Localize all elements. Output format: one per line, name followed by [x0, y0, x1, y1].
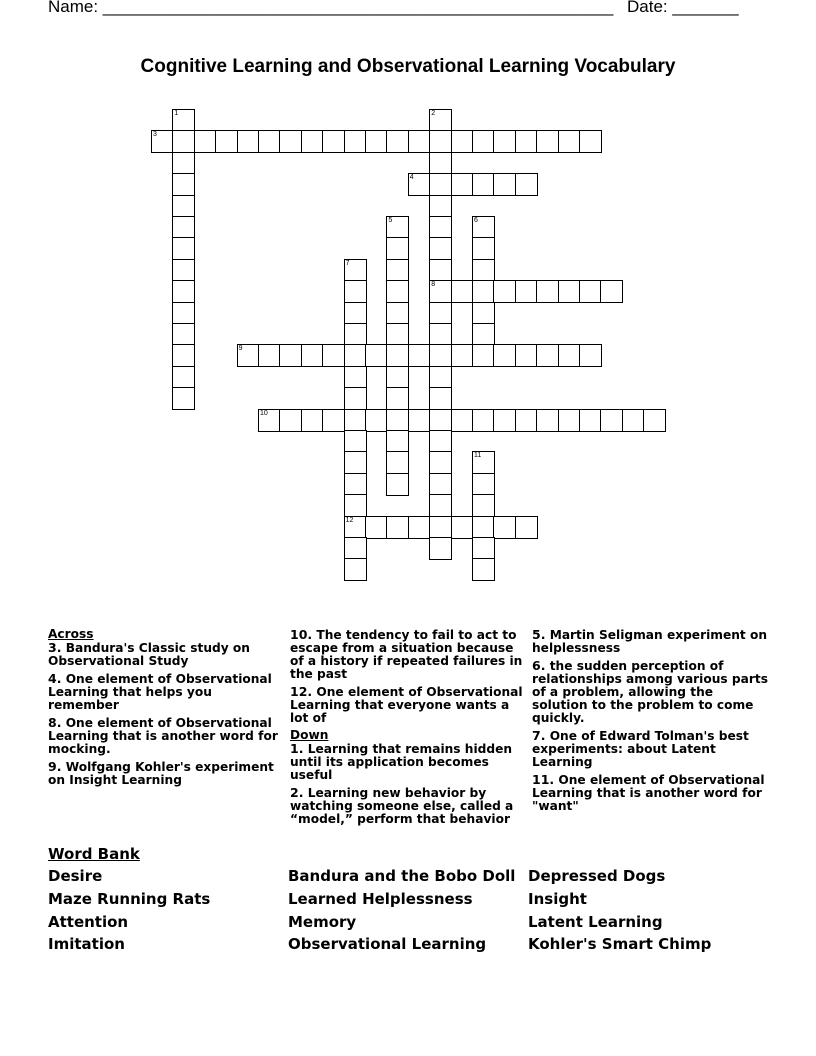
- grid-cell[interactable]: [386, 430, 409, 453]
- grid-cell[interactable]: [429, 409, 452, 432]
- grid-cell[interactable]: [493, 344, 516, 367]
- grid-cell[interactable]: [451, 344, 474, 367]
- grid-cell[interactable]: [344, 344, 367, 367]
- grid-cell[interactable]: [301, 130, 324, 153]
- grid-cell[interactable]: [279, 409, 302, 432]
- grid-cell[interactable]: [258, 409, 281, 432]
- grid-cell[interactable]: [451, 409, 474, 432]
- grid-cell[interactable]: [472, 173, 495, 196]
- grid-cell[interactable]: [386, 387, 409, 410]
- clue-text: One element of Observational Learning that is another word for "want": [532, 773, 765, 813]
- grid-cell[interactable]: [429, 366, 452, 389]
- grid-cell[interactable]: [536, 409, 559, 432]
- word-bank-item: Depressed Dogs: [528, 867, 666, 885]
- grid-cell[interactable]: [429, 259, 452, 282]
- grid-cell[interactable]: [579, 409, 602, 432]
- grid-cell[interactable]: [408, 173, 431, 196]
- grid-cell[interactable]: [429, 216, 452, 239]
- clue-num: 7.: [532, 728, 546, 743]
- grid-cell[interactable]: [172, 344, 195, 367]
- grid-cell[interactable]: [172, 259, 195, 282]
- grid-cell[interactable]: [386, 323, 409, 346]
- clue-text: One element of Observational Learning that helps you remember: [48, 672, 272, 712]
- clue-num: 1.: [290, 741, 304, 756]
- grid-cell[interactable]: [429, 494, 452, 517]
- grid-cell[interactable]: [600, 409, 623, 432]
- grid-cell[interactable]: [579, 280, 602, 303]
- grid-cell[interactable]: [344, 537, 367, 560]
- grid-cell[interactable]: [172, 173, 195, 196]
- grid-cell[interactable]: [472, 302, 495, 325]
- grid-cell[interactable]: [172, 302, 195, 325]
- grid-cell[interactable]: [493, 516, 516, 539]
- grid-cell[interactable]: [258, 344, 281, 367]
- grid-cell[interactable]: [429, 302, 452, 325]
- clue: [532, 628, 768, 655]
- grid-cell[interactable]: [344, 451, 367, 474]
- grid-cell[interactable]: [429, 195, 452, 218]
- grid-cell[interactable]: [472, 259, 495, 282]
- grid-cell[interactable]: [408, 516, 431, 539]
- clues-column-3: [532, 628, 768, 817]
- clue-num: 11.: [532, 772, 555, 787]
- grid-cell[interactable]: [386, 237, 409, 260]
- clue-text: The tendency to fail to act to escape from a situation because of a history if repeated failures in the past: [290, 628, 523, 681]
- grid-cell[interactable]: [515, 409, 538, 432]
- grid-cell[interactable]: [344, 430, 367, 453]
- grid-cell[interactable]: [344, 280, 367, 303]
- grid-cell[interactable]: [579, 344, 602, 367]
- clue-number: 7: [345, 259, 350, 267]
- grid-cell[interactable]: [472, 323, 495, 346]
- grid-cell[interactable]: [172, 152, 195, 175]
- clue-num: 10.: [290, 627, 313, 642]
- grid-cell[interactable]: [429, 473, 452, 496]
- grid-cell[interactable]: [472, 130, 495, 153]
- name-line: Name: ______________________________________________________: [48, 0, 614, 16]
- clue-number: 9: [238, 345, 243, 353]
- clue-text: Learning that remains hidden until its application becomes useful: [290, 742, 513, 782]
- grid-cell[interactable]: [451, 130, 474, 153]
- grid-cell[interactable]: [279, 130, 302, 153]
- word-bank-item: Imitation: [48, 935, 125, 954]
- grid-cell[interactable]: [386, 516, 409, 539]
- clues-column-2: [290, 628, 526, 830]
- word-bank-title: Word Bank: [48, 845, 140, 863]
- grid-cell[interactable]: [558, 130, 581, 153]
- clue-number: 10: [260, 409, 268, 417]
- grid-cell[interactable]: [172, 237, 195, 260]
- grid-cell[interactable]: [344, 558, 367, 581]
- grid-cell[interactable]: [429, 280, 452, 303]
- clue-num: 12.: [290, 684, 313, 699]
- grid-cell[interactable]: [579, 130, 602, 153]
- grid-cell[interactable]: [386, 409, 409, 432]
- grid-cell[interactable]: [386, 451, 409, 474]
- grid-cell[interactable]: [172, 195, 195, 218]
- grid-cell[interactable]: [365, 130, 388, 153]
- clue: [48, 760, 280, 787]
- clue: [532, 773, 768, 813]
- clue-number: 2: [431, 110, 436, 117]
- clue-num: 6.: [532, 658, 546, 673]
- grid-cell[interactable]: [493, 409, 516, 432]
- grid-cell[interactable]: [301, 409, 324, 432]
- grid-cell[interactable]: [472, 451, 495, 474]
- grid-cell[interactable]: [408, 409, 431, 432]
- clue-number: 6: [474, 217, 478, 224]
- clue: [290, 628, 526, 681]
- grid-cell[interactable]: [515, 516, 538, 539]
- grid-cell[interactable]: [172, 387, 195, 410]
- grid-cell[interactable]: [536, 344, 559, 367]
- clue-text: One of Edward Tolman's best experiments: about Latent Learning: [532, 729, 749, 769]
- grid-cell[interactable]: [493, 173, 516, 196]
- word-bank-item: Insight: [528, 889, 587, 908]
- grid-cell[interactable]: [322, 130, 345, 153]
- clue: [48, 672, 280, 712]
- grid-cell[interactable]: [172, 216, 195, 239]
- word-bank-item: Bandura and the Bobo Doll: [288, 867, 516, 885]
- clue-text: Wolfgang Kohler's experiment on Insight Learning: [48, 760, 274, 787]
- grid-cell[interactable]: [558, 280, 581, 303]
- grid-cell[interactable]: [237, 130, 260, 153]
- grid-cell[interactable]: [408, 344, 431, 367]
- grid-cell[interactable]: [515, 280, 538, 303]
- grid-cell[interactable]: [322, 409, 345, 432]
- grid-cell[interactable]: [301, 344, 324, 367]
- grid-cell[interactable]: [386, 259, 409, 282]
- grid-cell[interactable]: [365, 344, 388, 367]
- grid-cell[interactable]: [344, 130, 367, 153]
- clue-number: 8: [431, 281, 436, 289]
- grid-cell[interactable]: [151, 130, 174, 153]
- clue-number: 11: [474, 452, 482, 460]
- grid-cell[interactable]: [386, 344, 409, 367]
- grid-cell[interactable]: [386, 473, 409, 496]
- grid-cell[interactable]: [515, 173, 538, 196]
- clue: [290, 742, 526, 782]
- grid-cell[interactable]: [429, 537, 452, 560]
- clue-number: 3: [153, 131, 157, 139]
- clue-number: 1: [174, 110, 179, 117]
- grid-cell[interactable]: [472, 280, 495, 303]
- grid-cell[interactable]: [472, 237, 495, 260]
- clue-num: 9.: [48, 759, 62, 774]
- grid-cell[interactable]: [451, 280, 474, 303]
- grid-cell[interactable]: [386, 366, 409, 389]
- grid-cell[interactable]: [472, 344, 495, 367]
- clue-text: Martin Seligman experiment on helplessness: [532, 628, 768, 655]
- grid-cell[interactable]: [451, 173, 474, 196]
- clue-num: 4.: [48, 671, 62, 686]
- grid-cell[interactable]: [451, 516, 474, 539]
- clue-num: 2.: [290, 785, 304, 800]
- grid-cell[interactable]: [558, 409, 581, 432]
- clue: [290, 786, 526, 826]
- clue-text: Bandura's Classic study on Observational Study: [48, 641, 250, 668]
- grid-cell[interactable]: [386, 130, 409, 153]
- grid-cell[interactable]: [344, 366, 367, 389]
- grid-cell[interactable]: [344, 409, 367, 432]
- grid-cell[interactable]: [472, 473, 495, 496]
- grid-cell[interactable]: [472, 516, 495, 539]
- grid-cell[interactable]: [408, 130, 431, 153]
- grid-cell[interactable]: [429, 323, 452, 346]
- grid-cell[interactable]: [172, 323, 195, 346]
- grid-cell[interactable]: [558, 344, 581, 367]
- clue-num: 8.: [48, 715, 62, 730]
- grid-cell[interactable]: [429, 173, 452, 196]
- word-bank-item: Attention: [48, 912, 129, 931]
- grid-cell[interactable]: [600, 280, 623, 303]
- clue-number: 4: [409, 174, 414, 182]
- grid-cell[interactable]: [429, 109, 452, 132]
- grid-cell[interactable]: [344, 473, 367, 496]
- grid-cell[interactable]: [344, 494, 367, 517]
- grid-cell[interactable]: [643, 409, 666, 432]
- clue: [532, 729, 768, 769]
- grid-cell[interactable]: [365, 516, 388, 539]
- grid-cell[interactable]: [515, 344, 538, 367]
- word-bank-item: Observational Learning: [288, 935, 487, 954]
- grid-cell[interactable]: [172, 280, 195, 303]
- grid-cell[interactable]: [172, 109, 195, 132]
- grid-cell[interactable]: [536, 280, 559, 303]
- word-bank-item: Kohler's Smart Chimp: [528, 935, 712, 954]
- down-heading: Down: [290, 728, 329, 742]
- grid-cell[interactable]: [386, 302, 409, 325]
- grid-cell[interactable]: [172, 366, 195, 389]
- clue-num: 5.: [532, 627, 546, 642]
- date-line: Date: _______: [627, 0, 739, 16]
- grid-cell[interactable]: [215, 130, 238, 153]
- grid-cell[interactable]: [279, 344, 302, 367]
- word-bank-item: Latent Learning: [528, 912, 663, 931]
- clue: [48, 716, 280, 756]
- clue-text: One element of Observational Learning that is another word for mocking.: [48, 716, 278, 756]
- grid-cell[interactable]: [258, 130, 281, 153]
- grid-cell[interactable]: [429, 237, 452, 260]
- grid-cell[interactable]: [429, 387, 452, 410]
- grid-cell[interactable]: [493, 280, 516, 303]
- grid-cell[interactable]: [386, 280, 409, 303]
- grid-cell[interactable]: [472, 409, 495, 432]
- grid-cell[interactable]: [472, 216, 495, 239]
- clue: [48, 641, 280, 668]
- grid-cell[interactable]: [344, 302, 367, 325]
- grid-cell[interactable]: [429, 516, 452, 539]
- clues-column-1: [48, 628, 280, 791]
- grid-cell[interactable]: [194, 130, 217, 153]
- grid-cell[interactable]: [429, 130, 452, 153]
- grid-cell[interactable]: [344, 516, 367, 539]
- across-heading: Across: [48, 627, 94, 641]
- grid-cell[interactable]: [386, 216, 409, 239]
- word-bank-item: Desire: [48, 867, 103, 885]
- grid-cell[interactable]: [472, 537, 495, 560]
- grid-cell[interactable]: [344, 323, 367, 346]
- clue-text: Learning new behavior by watching someone else, called a “model,” perform that behavior: [290, 786, 514, 826]
- grid-cell[interactable]: [429, 451, 452, 474]
- word-bank-item: Maze Running Rats: [48, 889, 211, 908]
- grid-cell[interactable]: [429, 152, 452, 175]
- grid-cell[interactable]: [344, 259, 367, 282]
- clue-text: One element of Observational Learning that everyone wants a lot of: [290, 685, 523, 725]
- grid-cell[interactable]: [472, 558, 495, 581]
- grid-cell[interactable]: [493, 130, 516, 153]
- clue: [290, 685, 526, 725]
- word-bank-item: Memory: [288, 912, 357, 931]
- clue: [532, 659, 768, 725]
- grid-cell[interactable]: [344, 387, 367, 410]
- grid-cell[interactable]: [622, 409, 645, 432]
- grid-cell[interactable]: [172, 130, 195, 153]
- grid-cell[interactable]: [515, 130, 538, 153]
- grid-cell[interactable]: [429, 344, 452, 367]
- grid-cell[interactable]: [536, 130, 559, 153]
- grid-cell[interactable]: [472, 494, 495, 517]
- grid-cell[interactable]: [365, 409, 388, 432]
- page-title: Cognitive Learning and Observational Learning Vocabulary: [140, 56, 676, 77]
- word-bank-item: Learned Helplessness: [288, 889, 473, 908]
- grid-cell[interactable]: [237, 344, 260, 367]
- clue-number: 12: [345, 516, 354, 524]
- clue-number: 5: [388, 217, 393, 224]
- clue-num: 3.: [48, 640, 62, 655]
- grid-cell[interactable]: [322, 344, 345, 367]
- grid-cell[interactable]: [429, 430, 452, 453]
- clue-text: the sudden perception of relationships among various parts of a problem, allowing the solution to the problem to come quickly.: [532, 659, 768, 725]
